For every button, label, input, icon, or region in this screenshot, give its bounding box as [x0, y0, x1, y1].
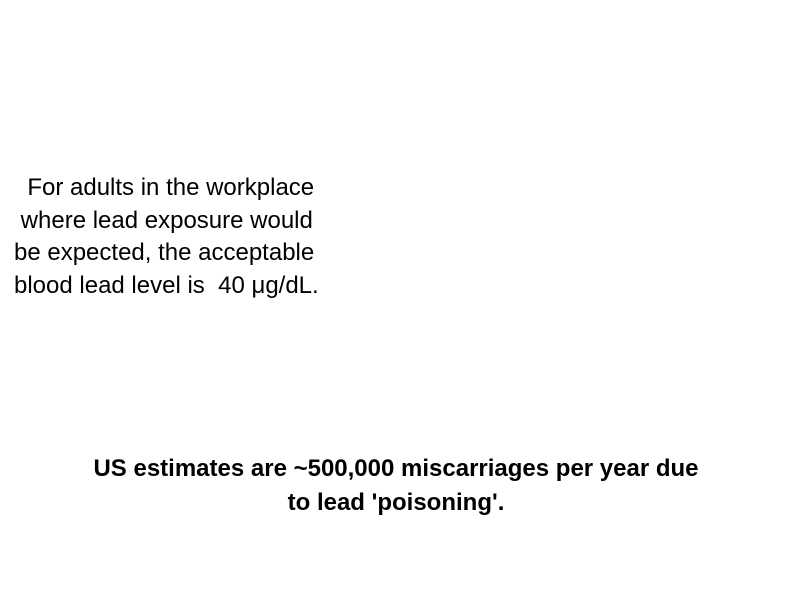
miscarriage-estimate-statement — [0, 452, 792, 520]
statement-line-3: be expected, the acceptable — [14, 239, 315, 266]
workplace-blood-lead-statement — [14, 172, 414, 302]
statement-line-4: blood lead level is 40 μg/dL. — [14, 271, 319, 299]
statement-line-2: where lead exposure would — [14, 206, 313, 234]
estimate-line-1: US estimates are ~500,000 miscarriages per year due — [93, 455, 699, 482]
estimate-line-2: to lead 'poisoning'. — [287, 489, 505, 516]
statement-line-1: For adults in the workplace — [14, 174, 315, 201]
